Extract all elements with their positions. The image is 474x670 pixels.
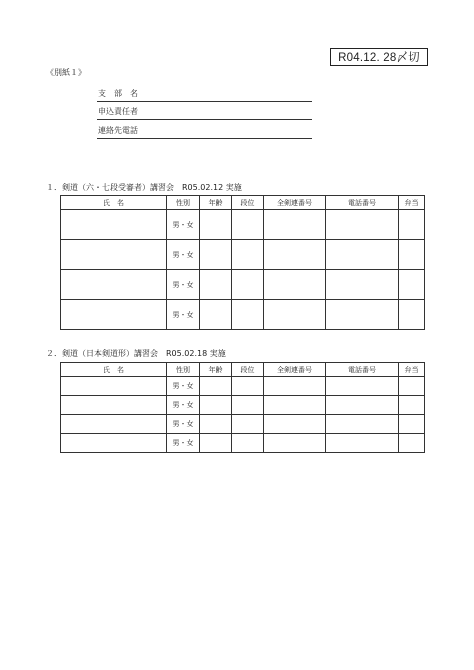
gender-cell[interactable]: 男・女 — [167, 210, 200, 240]
deadline-text: R04.12. 28〆切 — [338, 52, 420, 64]
age-cell[interactable] — [200, 300, 232, 330]
member-number-cell[interactable] — [264, 270, 326, 300]
header-lunch: 弁当 — [399, 363, 425, 377]
name-cell[interactable] — [61, 396, 167, 415]
contact-phone-label: 連絡先電話 — [98, 126, 138, 135]
gender-cell[interactable]: 男・女 — [167, 270, 200, 300]
branch-name-field[interactable] — [97, 88, 312, 102]
section-2-table — [60, 362, 425, 453]
section-2-title: ２．剣道（日本剣道形）講習会 R05.02.18 実施 — [46, 349, 226, 358]
age-cell[interactable] — [200, 240, 232, 270]
rank-cell[interactable] — [232, 270, 264, 300]
phone-cell[interactable] — [326, 377, 399, 396]
table-row — [61, 415, 425, 434]
lunch-cell[interactable] — [399, 240, 425, 270]
member-number-cell[interactable] — [264, 396, 326, 415]
age-cell[interactable] — [200, 396, 232, 415]
lunch-cell[interactable] — [399, 270, 425, 300]
rank-cell[interactable] — [232, 434, 264, 453]
header-age: 年齢 — [200, 363, 232, 377]
attachment-label: 《別紙１》 — [46, 68, 86, 77]
header-member-number: 全剣連番号 — [264, 196, 326, 210]
name-cell[interactable] — [61, 300, 167, 330]
name-cell[interactable] — [61, 415, 167, 434]
header-rank: 段位 — [232, 196, 264, 210]
header-rank: 段位 — [232, 363, 264, 377]
rank-cell[interactable] — [232, 415, 264, 434]
phone-cell[interactable] — [326, 415, 399, 434]
member-number-cell[interactable] — [264, 300, 326, 330]
age-cell[interactable] — [200, 415, 232, 434]
member-number-cell[interactable] — [264, 434, 326, 453]
name-cell[interactable] — [61, 240, 167, 270]
name-cell[interactable] — [61, 377, 167, 396]
lunch-cell[interactable] — [399, 377, 425, 396]
header-phone: 電話番号 — [326, 196, 399, 210]
age-cell[interactable] — [200, 434, 232, 453]
age-cell[interactable] — [200, 377, 232, 396]
rank-cell[interactable] — [232, 396, 264, 415]
header-age: 年齢 — [200, 196, 232, 210]
phone-cell[interactable] — [326, 240, 399, 270]
section-1-title: １．剣道（六・七段受審者）講習会 R05.02.12 実施 — [46, 183, 242, 192]
phone-cell[interactable] — [326, 434, 399, 453]
header-gender: 性別 — [167, 363, 200, 377]
header-name: 氏 名 — [61, 363, 167, 377]
table-header-row — [61, 363, 425, 377]
name-cell[interactable] — [61, 210, 167, 240]
gender-cell[interactable]: 男・女 — [167, 415, 200, 434]
rank-cell[interactable] — [232, 300, 264, 330]
deadline-box — [330, 48, 428, 66]
table-row — [61, 240, 425, 270]
header-lunch: 弁当 — [399, 196, 425, 210]
header-phone: 電話番号 — [326, 363, 399, 377]
table-row — [61, 270, 425, 300]
header-name: 氏 名 — [61, 196, 167, 210]
table-row — [61, 377, 425, 396]
phone-cell[interactable] — [326, 210, 399, 240]
gender-cell[interactable]: 男・女 — [167, 377, 200, 396]
rank-cell[interactable] — [232, 377, 264, 396]
gender-cell[interactable]: 男・女 — [167, 434, 200, 453]
lunch-cell[interactable] — [399, 396, 425, 415]
phone-cell[interactable] — [326, 300, 399, 330]
gender-cell[interactable]: 男・女 — [167, 240, 200, 270]
applicant-manager-field[interactable] — [97, 106, 312, 120]
lunch-cell[interactable] — [399, 434, 425, 453]
table-row — [61, 210, 425, 240]
contact-phone-field[interactable] — [97, 125, 312, 139]
gender-cell[interactable]: 男・女 — [167, 396, 200, 415]
rank-cell[interactable] — [232, 240, 264, 270]
rank-cell[interactable] — [232, 210, 264, 240]
section-1-table — [60, 195, 425, 330]
table-row — [61, 396, 425, 415]
age-cell[interactable] — [200, 210, 232, 240]
name-cell[interactable] — [61, 270, 167, 300]
table-row — [61, 300, 425, 330]
phone-cell[interactable] — [326, 396, 399, 415]
header-gender: 性別 — [167, 196, 200, 210]
header-member-number: 全剣連番号 — [264, 363, 326, 377]
age-cell[interactable] — [200, 270, 232, 300]
lunch-cell[interactable] — [399, 210, 425, 240]
phone-cell[interactable] — [326, 270, 399, 300]
gender-cell[interactable]: 男・女 — [167, 300, 200, 330]
member-number-cell[interactable] — [264, 415, 326, 434]
applicant-manager-label: 申込責任者 — [98, 107, 138, 116]
lunch-cell[interactable] — [399, 300, 425, 330]
table-row — [61, 434, 425, 453]
lunch-cell[interactable] — [399, 415, 425, 434]
table-header-row — [61, 196, 425, 210]
member-number-cell[interactable] — [264, 377, 326, 396]
member-number-cell[interactable] — [264, 240, 326, 270]
name-cell[interactable] — [61, 434, 167, 453]
member-number-cell[interactable] — [264, 210, 326, 240]
branch-name-label: 支 部 名 — [98, 89, 138, 98]
